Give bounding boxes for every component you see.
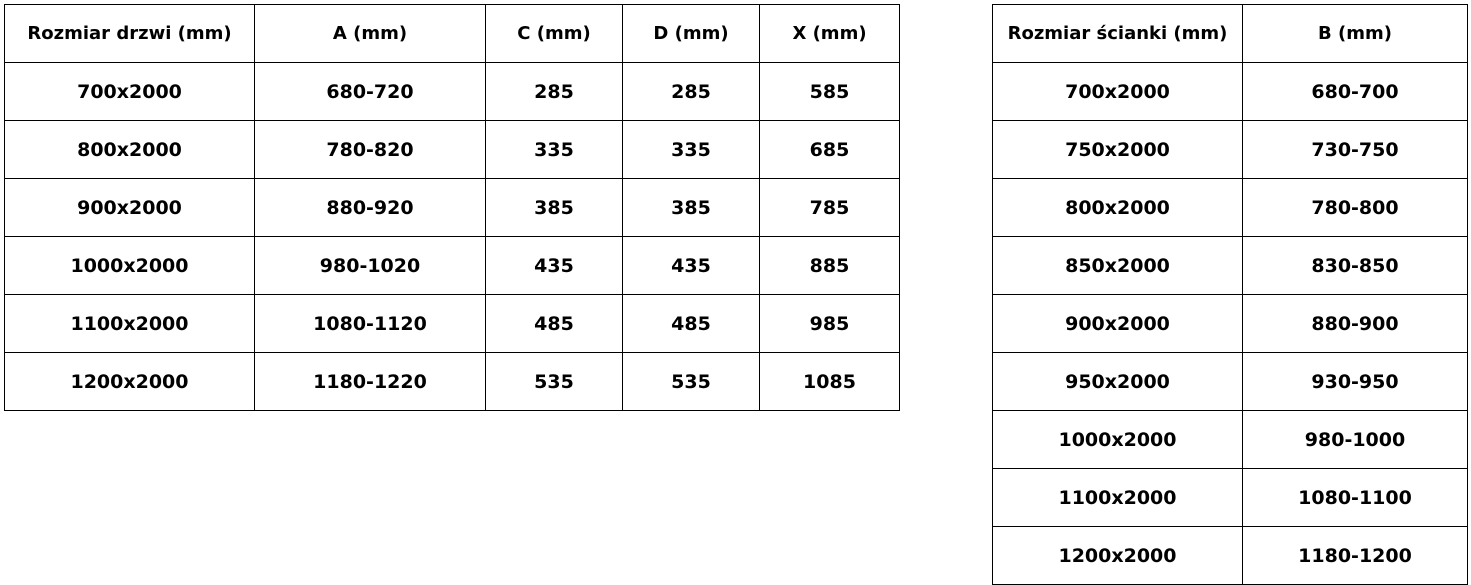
doors-cell-d: 285 [623,63,760,121]
doors-header-x: X (mm) [760,5,900,63]
table-row [993,237,1468,295]
table-row [5,295,900,353]
doors-cell-a: 880-920 [255,179,486,237]
walls-cell-b: 830-850 [1243,237,1468,295]
walls-cell-b: 680-700 [1243,63,1468,121]
doors-cell-a: 780-820 [255,121,486,179]
walls-cell-size: 800x2000 [993,179,1243,237]
walls-cell-size: 700x2000 [993,63,1243,121]
doors-cell-d: 535 [623,353,760,411]
walls-header-b: B (mm) [1243,5,1468,63]
table-row [5,63,900,121]
doors-cell-c: 335 [486,121,623,179]
doors-cell-a: 980-1020 [255,237,486,295]
doors-cell-x: 785 [760,179,900,237]
table-row [993,121,1468,179]
table-row [993,527,1468,585]
doors-header-d: D (mm) [623,5,760,63]
walls-table-head [993,5,1468,63]
doors-header-c: C (mm) [486,5,623,63]
doors-cell-x: 585 [760,63,900,121]
doors-cell-a: 1080-1120 [255,295,486,353]
doors-cell-a: 680-720 [255,63,486,121]
table-row [993,179,1468,237]
walls-cell-b: 930-950 [1243,353,1468,411]
walls-cell-b: 730-750 [1243,121,1468,179]
doors-cell-size: 1200x2000 [5,353,255,411]
walls-cell-size: 750x2000 [993,121,1243,179]
doors-cell-a: 1180-1220 [255,353,486,411]
doors-cell-d: 335 [623,121,760,179]
walls-cell-size: 1000x2000 [993,411,1243,469]
table-row [5,121,900,179]
doors-cell-x: 885 [760,237,900,295]
doors-dimensions-table [4,4,900,411]
walls-cell-b: 780-800 [1243,179,1468,237]
doors-cell-c: 285 [486,63,623,121]
doors-header-size: Rozmiar drzwi (mm) [5,5,255,63]
walls-cell-size: 950x2000 [993,353,1243,411]
table-row [993,411,1468,469]
walls-table-body [993,63,1468,585]
table-row [5,353,900,411]
walls-dimensions-table [992,4,1468,585]
walls-table-header-row [993,5,1468,63]
walls-cell-b: 880-900 [1243,295,1468,353]
walls-cell-size: 850x2000 [993,237,1243,295]
table-row [993,295,1468,353]
table-row [5,179,900,237]
doors-table-header-row [5,5,900,63]
doors-cell-size: 700x2000 [5,63,255,121]
walls-cell-size: 1100x2000 [993,469,1243,527]
doors-cell-size: 1100x2000 [5,295,255,353]
walls-cell-size: 900x2000 [993,295,1243,353]
table-row [993,353,1468,411]
doors-cell-c: 535 [486,353,623,411]
table-row [993,469,1468,527]
doors-cell-size: 900x2000 [5,179,255,237]
doors-cell-x: 985 [760,295,900,353]
doors-cell-x: 1085 [760,353,900,411]
doors-cell-d: 485 [623,295,760,353]
walls-cell-b: 1180-1200 [1243,527,1468,585]
table-row [993,63,1468,121]
doors-table-head [5,5,900,63]
doors-cell-d: 385 [623,179,760,237]
doors-header-a: A (mm) [255,5,486,63]
table-row [5,237,900,295]
walls-cell-b: 1080-1100 [1243,469,1468,527]
walls-header-size: Rozmiar ścianki (mm) [993,5,1243,63]
doors-cell-c: 435 [486,237,623,295]
doors-cell-d: 435 [623,237,760,295]
walls-cell-b: 980-1000 [1243,411,1468,469]
doors-table-body [5,63,900,411]
doors-cell-c: 385 [486,179,623,237]
doors-cell-x: 685 [760,121,900,179]
walls-cell-size: 1200x2000 [993,527,1243,585]
doors-cell-size: 1000x2000 [5,237,255,295]
doors-cell-size: 800x2000 [5,121,255,179]
doors-cell-c: 485 [486,295,623,353]
